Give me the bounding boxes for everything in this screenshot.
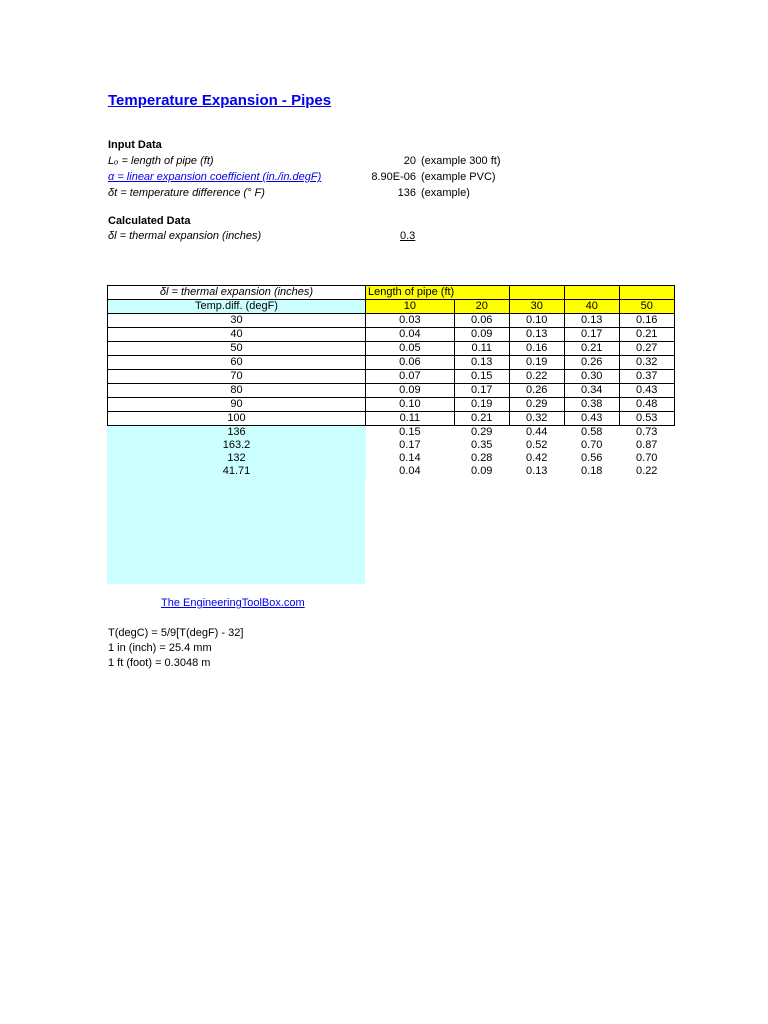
expansion-value-cell: 0.21 xyxy=(454,412,509,426)
temperature-difference-label: δt = temperature difference (° F) xyxy=(108,187,265,199)
expansion-value-cell: 0.29 xyxy=(471,426,493,438)
calculated-data-heading: Calculated Data xyxy=(108,215,191,227)
expansion-value-cell: 0.30 xyxy=(564,370,619,384)
table-row xyxy=(108,314,675,328)
expansion-value-cell: 0.26 xyxy=(509,384,564,398)
expansion-value-cell: 0.73 xyxy=(636,426,658,438)
expansion-value-cell: 0.06 xyxy=(366,356,455,370)
expansion-value-cell: 0.19 xyxy=(509,356,564,370)
expansion-value-cell: 0.09 xyxy=(471,465,493,477)
conversion-inch: 1 in (inch) = 25.4 mm xyxy=(108,642,212,654)
temp-diff-cell: 136 xyxy=(108,426,366,440)
temperature-difference-value[interactable]: 136 xyxy=(397,187,416,199)
table-row xyxy=(108,426,675,440)
expansion-value-cell: 0.15 xyxy=(399,426,421,438)
expansion-value-cell: 0.04 xyxy=(366,328,455,342)
temp-diff-cell: 80 xyxy=(108,384,366,398)
expansion-coefficient-value[interactable]: 8.90E-06 xyxy=(371,171,416,183)
expansion-value-cell: 0.70 xyxy=(636,452,658,464)
expansion-coefficient-note: (example PVC) xyxy=(421,171,496,183)
expansion-value-cell: 0.44 xyxy=(526,426,548,438)
expansion-value-cell: 0.38 xyxy=(564,398,619,412)
pipe-length-note: (example 300 ft) xyxy=(421,155,501,167)
expansion-value-cell: 0.58 xyxy=(581,426,603,438)
expansion-value-cell: 0.53 xyxy=(619,412,674,426)
expansion-value-cell: 0.05 xyxy=(366,342,455,356)
temp-diff-cell: 70 xyxy=(108,370,366,384)
table-corner-label: δl = thermal expansion (inches) xyxy=(108,286,366,300)
header-fill-4 xyxy=(564,286,619,300)
expansion-value-cell: 0.34 xyxy=(564,384,619,398)
table-row xyxy=(108,465,675,478)
expansion-value-cell: 0.10 xyxy=(366,398,455,412)
expansion-value-cell: 0.22 xyxy=(636,465,658,477)
input-data-heading: Input Data xyxy=(108,139,162,151)
expansion-value-cell: 0.17 xyxy=(564,328,619,342)
header-fill-5 xyxy=(619,286,674,300)
table-row xyxy=(108,384,675,398)
table-row xyxy=(108,370,675,384)
table-row xyxy=(108,398,675,412)
pipe-length-label: Lₒ = length of pipe (ft) xyxy=(108,155,214,167)
expansion-value-cell: 0.37 xyxy=(619,370,674,384)
expansion-value-cell: 0.19 xyxy=(454,398,509,412)
expansion-value-cell: 0.21 xyxy=(564,342,619,356)
conversion-temperature: T(degC) = 5/9[T(degF) - 32] xyxy=(108,627,244,639)
temp-diff-cell: 40 xyxy=(108,328,366,342)
length-col-header: 20 xyxy=(454,300,509,314)
thermal-expansion-result: 0.3 xyxy=(400,230,416,242)
table-row xyxy=(108,412,675,426)
length-col-header: 10 xyxy=(366,300,455,314)
expansion-value-cell: 0.70 xyxy=(581,439,603,451)
expansion-value-cell: 0.16 xyxy=(619,314,674,328)
expansion-value-cell: 0.13 xyxy=(564,314,619,328)
expansion-value-cell: 0.56 xyxy=(581,452,603,464)
expansion-value-cell: 0.17 xyxy=(454,384,509,398)
expansion-value-cell: 0.04 xyxy=(399,465,421,477)
expansion-value-cell: 0.13 xyxy=(526,465,548,477)
length-col-header: 40 xyxy=(564,300,619,314)
expansion-value-cell: 0.43 xyxy=(564,412,619,426)
temp-diff-cell: 163.2 xyxy=(108,439,366,452)
expansion-value-cell: 0.48 xyxy=(619,398,674,412)
expansion-value-cell: 0.13 xyxy=(454,356,509,370)
header-fill-3 xyxy=(509,286,564,300)
length-col-header: 50 xyxy=(619,300,674,314)
expansion-value-cell: 0.13 xyxy=(509,328,564,342)
expansion-value-cell: 0.43 xyxy=(619,384,674,398)
expansion-value-cell: 0.17 xyxy=(399,439,421,451)
temperature-difference-note: (example) xyxy=(421,187,470,199)
expansion-table xyxy=(107,285,675,478)
expansion-value-cell: 0.15 xyxy=(454,370,509,384)
expansion-value-cell: 0.22 xyxy=(509,370,564,384)
expansion-value-cell: 0.18 xyxy=(581,465,603,477)
page-title[interactable]: Temperature Expansion - Pipes xyxy=(108,92,332,109)
length-header: Length of pipe (ft) xyxy=(366,286,455,300)
header-fill-2 xyxy=(454,286,509,300)
expansion-value-cell: 0.09 xyxy=(366,384,455,398)
expansion-value-cell: 0.35 xyxy=(471,439,493,451)
expansion-value-cell: 0.32 xyxy=(619,356,674,370)
temp-diff-cell: 90 xyxy=(108,398,366,412)
table-row xyxy=(108,342,675,356)
temp-diff-cell: 132 xyxy=(108,452,366,465)
table-row xyxy=(108,439,675,452)
expansion-value-cell: 0.87 xyxy=(636,439,658,451)
length-col-header: 30 xyxy=(509,300,564,314)
expansion-value-cell: 0.11 xyxy=(366,412,455,426)
expansion-value-cell: 0.27 xyxy=(619,342,674,356)
thermal-expansion-label: δl = thermal expansion (inches) xyxy=(108,230,262,242)
temp-diff-cell: 60 xyxy=(108,356,366,370)
expansion-value-cell: 0.11 xyxy=(454,342,509,356)
temp-diff-cell: 100 xyxy=(108,412,366,426)
expansion-value-cell: 0.21 xyxy=(619,328,674,342)
engineering-toolbox-link[interactable]: The EngineeringToolBox.com xyxy=(161,597,305,609)
temp-diff-cell: 50 xyxy=(108,342,366,356)
expansion-value-cell: 0.32 xyxy=(509,412,564,426)
expansion-value-cell: 0.09 xyxy=(454,328,509,342)
expansion-value-cell: 0.16 xyxy=(509,342,564,356)
conversion-foot: 1 ft (foot) = 0.3048 m xyxy=(108,657,211,669)
table-row xyxy=(108,328,675,342)
expansion-value-cell: 0.06 xyxy=(454,314,509,328)
expansion-value-cell: 0.29 xyxy=(509,398,564,412)
row-header: Temp.diff. (degF) xyxy=(108,300,366,314)
pipe-length-value[interactable]: 20 xyxy=(403,155,416,167)
expansion-value-cell: 0.26 xyxy=(564,356,619,370)
expansion-coefficient-link[interactable]: α = linear expansion coefficient (in./in.degF) xyxy=(108,171,322,183)
table-row xyxy=(108,356,675,370)
temp-diff-cell: 41.71 xyxy=(108,465,366,478)
table-row xyxy=(108,452,675,465)
expansion-value-cell: 0.28 xyxy=(471,452,493,464)
expansion-value-cell: 0.07 xyxy=(366,370,455,384)
temp-diff-cell: 30 xyxy=(108,314,366,328)
expansion-value-cell: 0.10 xyxy=(509,314,564,328)
expansion-value-cell: 0.14 xyxy=(399,452,421,464)
expansion-value-cell: 0.03 xyxy=(366,314,455,328)
expansion-value-cell: 0.42 xyxy=(526,452,548,464)
expansion-value-cell: 0.52 xyxy=(526,439,548,451)
